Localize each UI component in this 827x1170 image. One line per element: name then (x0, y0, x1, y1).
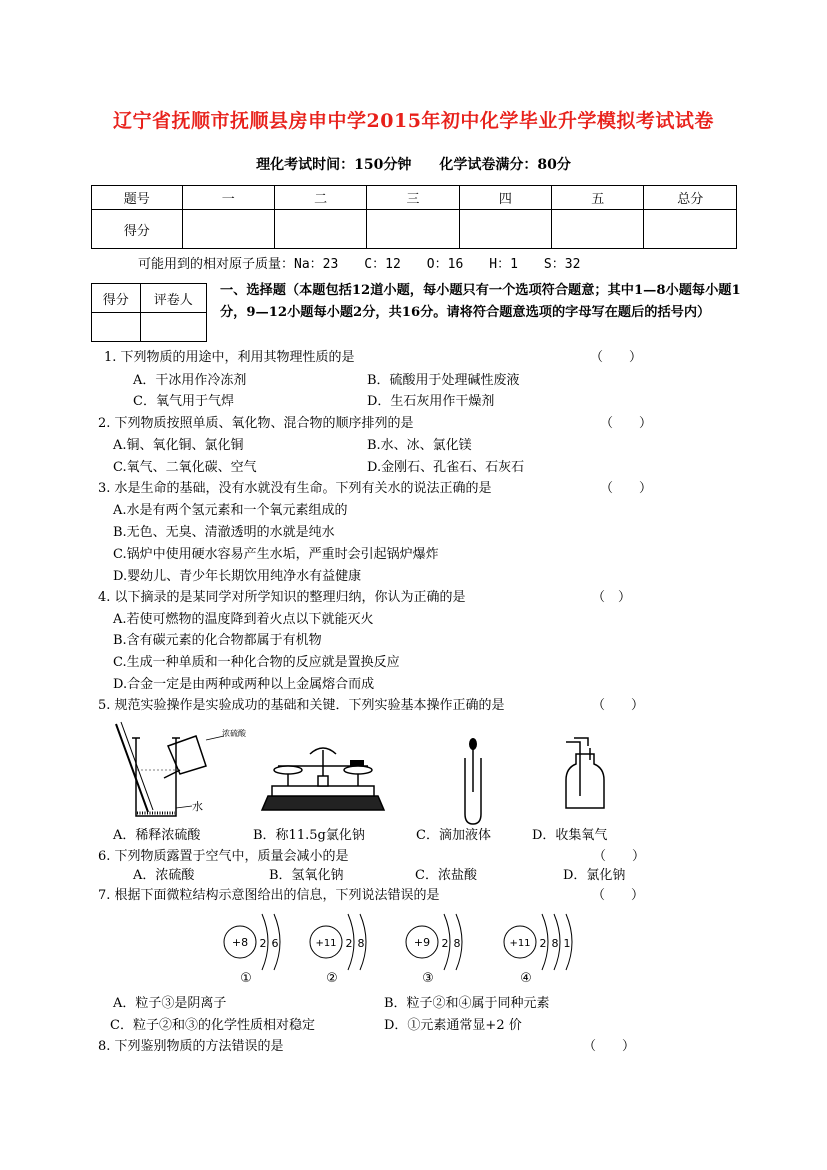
option-d: D.合金一定是由两种或两种以上金属熔合而成 (113, 677, 375, 692)
score-table-col: 二 (274, 186, 366, 210)
answer-paren[interactable]: （ ） (593, 849, 646, 864)
question-stem: 7. 根据下面微粒结构示意图给出的信息，下列说法错误的是 (98, 888, 440, 903)
option-d: D．氯化钠 (563, 868, 626, 883)
particle-label: ② (326, 971, 338, 986)
nucleus-charge: +11 (315, 938, 337, 949)
score-cell[interactable] (182, 210, 274, 249)
answer-paren[interactable]: （ ） (592, 698, 645, 713)
grader-box (91, 283, 207, 342)
dropper-illustration (455, 736, 495, 828)
electron-count: 2 (441, 937, 449, 950)
option-a: A．粒子③是阴离子 (113, 996, 227, 1011)
option-b: B．称11.5g氯化钠 (253, 828, 365, 843)
score-cell[interactable] (459, 210, 551, 249)
grader-name-cell[interactable] (140, 313, 206, 342)
score-table-col: 三 (367, 186, 459, 210)
page-title: 辽宁省抚顺市抚顺县房申中学2015年初中化学毕业升学模拟考试试卷 (113, 110, 714, 132)
option-d: D．①元素通常显+2 价 (384, 1018, 522, 1033)
balance-illustration (258, 740, 388, 820)
score-table-header-label: 题号 (92, 186, 183, 210)
option-a: A．浓硫酸 (133, 868, 195, 883)
nucleus-charge: +11 (509, 938, 531, 949)
score-cell[interactable] (644, 210, 737, 249)
electron-count: 6 (271, 937, 279, 950)
answer-paren[interactable]: （ ） (592, 590, 632, 605)
option-d: D.婴幼儿、青少年长期饮用纯净水有益健康 (113, 569, 362, 584)
acid-label: 浓硫酸 (222, 729, 246, 738)
water-label: 水 (192, 800, 203, 813)
score-cell[interactable] (274, 210, 366, 249)
option-a: A.水是有两个氢元素和一个氧元素组成的 (113, 503, 348, 518)
question-stem: 8. 下列鉴别物质的方法错误的是 (98, 1039, 284, 1054)
option-b: B.含有碳元素的化合物都属于有机物 (113, 633, 322, 648)
option-c: C．浓盐酸 (415, 868, 477, 883)
nucleus-charge: +8 (231, 936, 249, 949)
option-a: A．干冰用作冷冻剂 (133, 373, 247, 388)
answer-paren[interactable]: （ ） (592, 888, 645, 903)
answer-paren[interactable]: （ ） (590, 350, 643, 365)
question-stem: 1. 下列物质的用途中，利用其物理性质的是 (104, 350, 355, 365)
score-cell[interactable] (552, 210, 644, 249)
particle-diagrams (218, 900, 588, 990)
option-b: B.水、冰、氯化镁 (367, 438, 472, 453)
option-a: A.铜、氧化铜、氯化铜 (113, 438, 244, 453)
score-table-col: 五 (552, 186, 644, 210)
score-table-col: 四 (459, 186, 551, 210)
score-table-row-label: 得分 (92, 210, 183, 249)
option-d: D．生石灰用作干燥剂 (367, 394, 495, 409)
question-stem: 6. 下列物质露置于空气中，质量会减小的是 (98, 849, 349, 864)
exam-info: 理化考试时间：150分钟 化学试卷满分：80分 (256, 157, 571, 173)
gas-bottle-illustration (560, 736, 610, 812)
grader-score-label: 得分 (92, 284, 141, 313)
option-a: A.若使可燃物的温度降到着火点以下就能灭火 (113, 612, 374, 627)
option-d: D.金刚石、孔雀石、石灰石 (367, 460, 525, 475)
grader-name-label: 评卷人 (140, 284, 206, 313)
electron-count: 2 (259, 937, 267, 950)
question-stem: 4. 以下摘录的是某同学对所学知识的整理归纳，你认为正确的是 (98, 590, 466, 605)
question-stem: 5. 规范实验操作是实验成功的基础和关键．下列实验基本操作正确的是 (98, 698, 505, 713)
option-c: C.锅炉中使用硬水容易产生水垢，严重时会引起锅炉爆炸 (113, 547, 439, 562)
option-c: C.氧气、二氧化碳、空气 (113, 460, 257, 475)
option-b: B．氢氧化钠 (269, 868, 344, 883)
electron-count: 8 (453, 937, 461, 950)
score-table-col: 总分 (644, 186, 737, 210)
grader-score-cell[interactable] (92, 313, 141, 342)
answer-paren[interactable]: （ ） (600, 416, 653, 431)
option-c: C．滴加液体 (416, 828, 491, 843)
answer-paren[interactable]: （ ） (600, 481, 653, 496)
score-cell[interactable] (367, 210, 459, 249)
question-stem: 3. 水是生命的基础，没有水就没有生命。下列有关水的说法正确的是 (98, 481, 492, 496)
option-b: B．粒子②和④属于同种元素 (384, 996, 550, 1011)
particle-label: ① (240, 971, 252, 986)
option-a: A．稀释浓硫酸 (113, 828, 201, 843)
electron-count: 2 (345, 937, 353, 950)
dilution-illustration (106, 720, 246, 830)
option-c: C．粒子②和③的化学性质相对稳定 (110, 1018, 315, 1033)
electron-count: 1 (563, 937, 571, 950)
option-d: D．收集氧气 (532, 828, 608, 843)
question-stem: 2. 下列物质按照单质、氧化物、混合物的顺序排列的是 (98, 416, 414, 431)
option-b: B.无色、无臭、清澈透明的水就是纯水 (113, 525, 335, 540)
score-table (91, 185, 737, 249)
option-c: C.生成一种单质和一种化合物的反应就是置换反应 (113, 655, 400, 670)
option-c: C．氧气用于气焊 (133, 394, 234, 409)
electron-count: 8 (357, 937, 365, 950)
particle-label: ④ (520, 971, 532, 986)
answer-paren[interactable]: （ ） (583, 1039, 636, 1054)
electron-count: 2 (539, 937, 547, 950)
electron-count: 8 (551, 937, 559, 950)
particle-label: ③ (422, 971, 434, 986)
atomic-masses: 可能用到的相对原子质量：Na：23 C：12 O：16 H：1 S：32 (138, 257, 581, 272)
option-b: B．硫酸用于处理碱性废液 (367, 373, 520, 388)
section-heading: 一、选择题（本题包括12道小题，每小题只有一个选项符合题意；其中1—8小题每小题1分，9—12小题每小题2分，共16分。请将符合题意选项的字母写在题后的括号内） (220, 283, 741, 320)
nucleus-charge: +9 (413, 936, 431, 949)
score-table-col: 一 (182, 186, 274, 210)
